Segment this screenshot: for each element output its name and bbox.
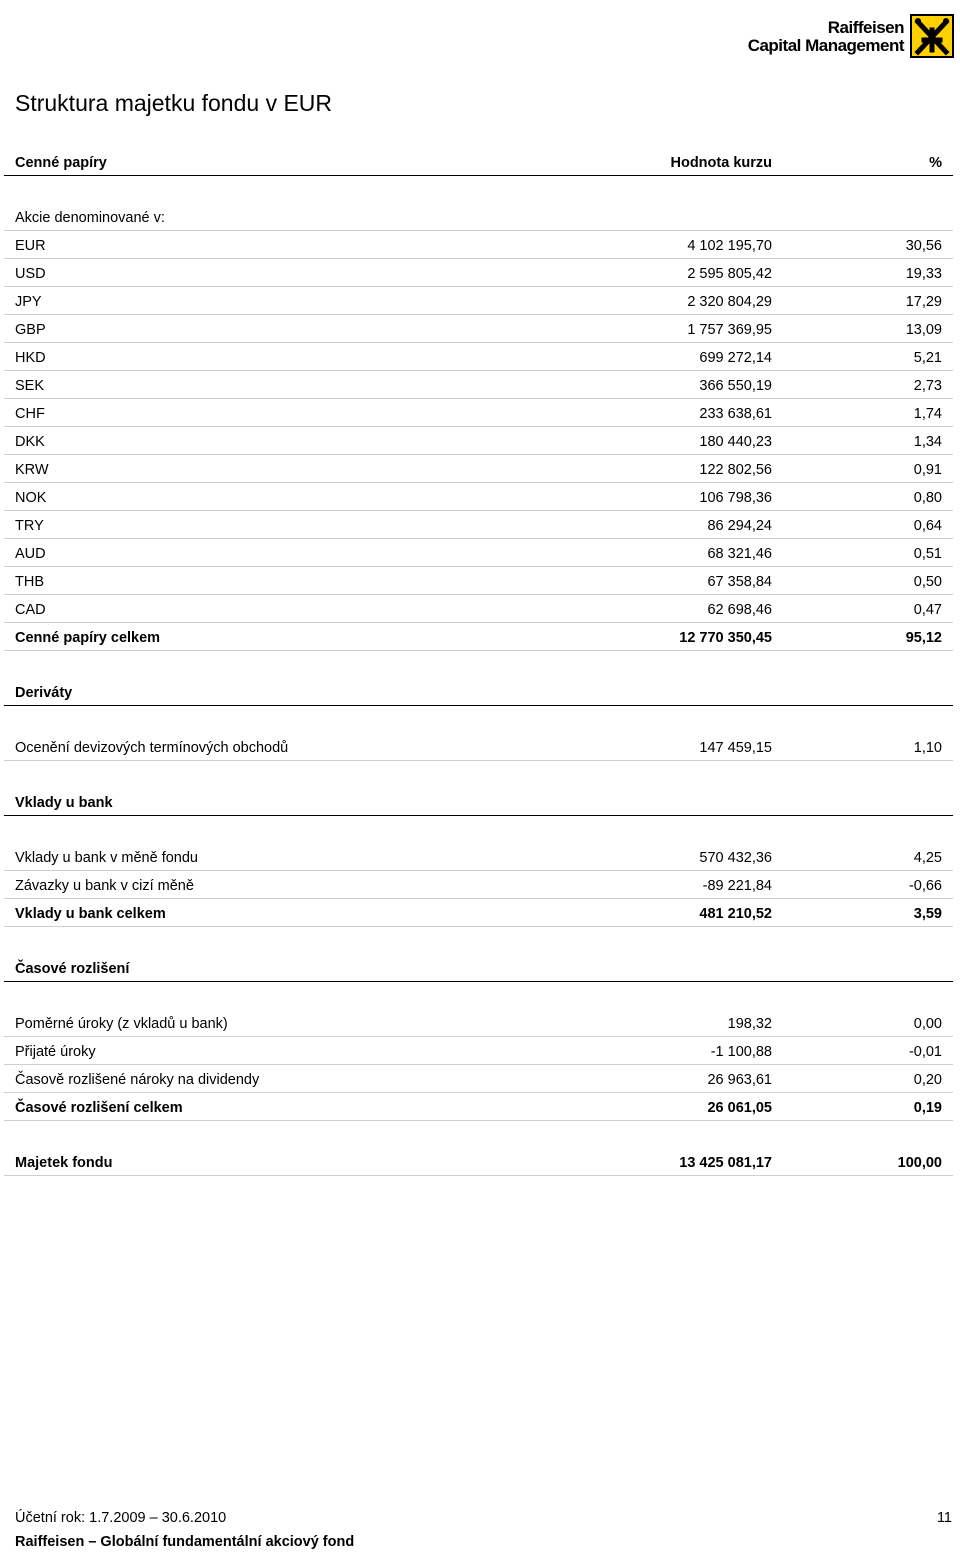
- spacer: [4, 706, 953, 733]
- header-securities-label: Cenné papíry: [15, 155, 107, 171]
- table-row: [4, 871, 953, 899]
- row-percent: 0,64: [913, 518, 942, 534]
- row-label: Časově rozlišené nároky na dividendy: [15, 1072, 260, 1088]
- row-label: Poměrné úroky (z vkladů u bank): [15, 1016, 228, 1032]
- row-label: THB: [15, 574, 44, 590]
- spacer: [4, 927, 953, 954]
- row-label: GBP: [15, 322, 46, 338]
- total-label: Vklady u bank celkem: [15, 906, 166, 922]
- row-value: 699 272,14: [699, 350, 772, 366]
- row-value: 2 320 804,29: [687, 294, 772, 310]
- spacer: [4, 1121, 953, 1148]
- row-label: Přijaté úroky: [15, 1044, 96, 1060]
- table-row: [4, 511, 953, 539]
- row-label: AUD: [15, 546, 46, 562]
- row-value: 233 638,61: [699, 406, 772, 422]
- row-label: Závazky u bank v cizí měně: [15, 878, 194, 894]
- spacer: [4, 651, 953, 678]
- row-label: JPY: [15, 294, 42, 310]
- table-row: [4, 1065, 953, 1093]
- row-value: 26 963,61: [707, 1072, 772, 1088]
- total-value: 12 770 350,45: [679, 630, 772, 646]
- row-label: USD: [15, 266, 46, 282]
- row-percent: 4,25: [913, 850, 942, 866]
- row-label: TRY: [15, 518, 44, 534]
- deposits-header-row: [4, 788, 953, 816]
- row-value: 198,32: [727, 1016, 772, 1032]
- row-percent: 0,80: [913, 490, 942, 506]
- table-row: [4, 315, 953, 343]
- spacer: [4, 982, 953, 1009]
- row-percent: 0,47: [913, 602, 942, 618]
- total-label: Časové rozlišení celkem: [15, 1100, 183, 1116]
- row-value: 86 294,24: [707, 518, 772, 534]
- fund-name: Raiffeisen – Globální fundamentální akciový fond: [15, 1534, 355, 1550]
- row-percent: 0,51: [913, 546, 942, 562]
- section-header-derivatives: Deriváty: [15, 685, 73, 701]
- row-percent: 17,29: [905, 294, 942, 310]
- table-row: [4, 259, 953, 287]
- row-value: 4 102 195,70: [687, 238, 772, 254]
- table-row: [4, 343, 953, 371]
- table-row: [4, 1009, 953, 1037]
- section-header-deposits: Vklady u bank: [15, 795, 113, 811]
- row-percent: -0,01: [908, 1044, 942, 1060]
- spacer: [4, 761, 953, 788]
- total-percent: 0,19: [913, 1100, 942, 1116]
- table-row: [4, 1037, 953, 1065]
- spacer: [4, 816, 953, 843]
- row-value: 106 798,36: [699, 490, 772, 506]
- row-label: Vklady u bank v měně fondu: [15, 850, 198, 866]
- footer-fund-line: [15, 1534, 952, 1550]
- row-percent: 13,09: [905, 322, 942, 338]
- row-label: CAD: [15, 602, 46, 618]
- total-label: Cenné papíry celkem: [15, 630, 161, 646]
- deposits-total-row: [4, 899, 953, 927]
- table-row: [4, 539, 953, 567]
- table-row: [4, 427, 953, 455]
- page-number: 11: [936, 1510, 952, 1526]
- row-label: EUR: [15, 238, 46, 254]
- row-percent: 0,00: [913, 1016, 942, 1032]
- row-percent: 1,34: [913, 434, 942, 450]
- table-row: [4, 733, 953, 761]
- header-value-label: Hodnota kurzu: [670, 155, 772, 171]
- subtitle-shares-denominated: Akcie denominované v:: [15, 210, 165, 226]
- spacer: [4, 176, 953, 203]
- table-header-row: [4, 148, 953, 176]
- row-value: 180 440,23: [699, 434, 772, 450]
- row-label: SEK: [15, 378, 45, 394]
- securities-total-row: [4, 623, 953, 651]
- row-value: 2 595 805,42: [687, 266, 772, 282]
- logo-wordmark: [748, 19, 904, 54]
- logo-line2: Capital Management: [747, 35, 904, 55]
- total-value: 26 061,05: [707, 1100, 772, 1116]
- row-value: 67 358,84: [707, 574, 772, 590]
- row-label: HKD: [15, 350, 46, 366]
- logo-line1: Raiffeisen: [827, 17, 904, 37]
- row-label: NOK: [15, 490, 47, 506]
- row-percent: 19,33: [905, 266, 942, 282]
- row-percent: 30,56: [905, 238, 942, 254]
- row-value: 147 459,15: [699, 740, 772, 756]
- table-row: [4, 843, 953, 871]
- row-percent: -0,66: [908, 878, 942, 894]
- total-percent: 100,00: [897, 1155, 942, 1171]
- row-percent: 1,10: [913, 740, 942, 756]
- fund-assets-total-row: [4, 1148, 953, 1176]
- row-value: 570 432,36: [699, 850, 772, 866]
- fiscal-year-text: Účetní rok: 1.7.2009 – 30.6.2010: [15, 1510, 227, 1526]
- total-percent: 3,59: [913, 906, 942, 922]
- table-row: [4, 287, 953, 315]
- table-row: [4, 371, 953, 399]
- row-percent: 0,50: [913, 574, 942, 590]
- row-value: 62 698,46: [707, 602, 772, 618]
- accruals-header-row: [4, 954, 953, 982]
- row-percent: 0,91: [913, 462, 942, 478]
- table-row: [4, 483, 953, 511]
- asset-structure-table: [4, 148, 953, 1176]
- raiffeisen-logo: [748, 14, 954, 58]
- total-percent: 95,12: [905, 630, 942, 646]
- row-value: 122 802,56: [699, 462, 772, 478]
- row-label: DKK: [15, 434, 45, 450]
- table-row: [4, 399, 953, 427]
- table-row: [4, 455, 953, 483]
- row-value: 68 321,46: [707, 546, 772, 562]
- row-percent: 1,74: [913, 406, 942, 422]
- header-percent-label: %: [929, 155, 942, 171]
- row-value: 1 757 369,95: [687, 322, 772, 338]
- total-value: 13 425 081,17: [679, 1155, 772, 1171]
- row-value: -89 221,84: [702, 878, 772, 894]
- section-subtitle-row: [4, 203, 953, 231]
- row-value: -1 100,88: [710, 1044, 772, 1060]
- table-row: [4, 231, 953, 259]
- page-title: Struktura majetku fondu v EUR: [15, 90, 333, 116]
- section-header-accruals: Časové rozlišení: [15, 961, 130, 977]
- gable-cross-icon: [910, 14, 954, 58]
- row-percent: 5,21: [913, 350, 942, 366]
- table-row: [4, 567, 953, 595]
- row-value: 366 550,19: [699, 378, 772, 394]
- row-label: KRW: [15, 462, 49, 478]
- row-percent: 2,73: [913, 378, 942, 394]
- accruals-total-row: [4, 1093, 953, 1121]
- table-row: [4, 595, 953, 623]
- total-label: Majetek fondu: [15, 1155, 113, 1171]
- row-label: Ocenění devizových termínových obchodů: [15, 740, 289, 756]
- footer-period-line: [15, 1510, 952, 1526]
- total-value: 481 210,52: [699, 906, 772, 922]
- row-label: CHF: [15, 406, 45, 422]
- row-percent: 0,20: [913, 1072, 942, 1088]
- derivatives-header-row: [4, 678, 953, 706]
